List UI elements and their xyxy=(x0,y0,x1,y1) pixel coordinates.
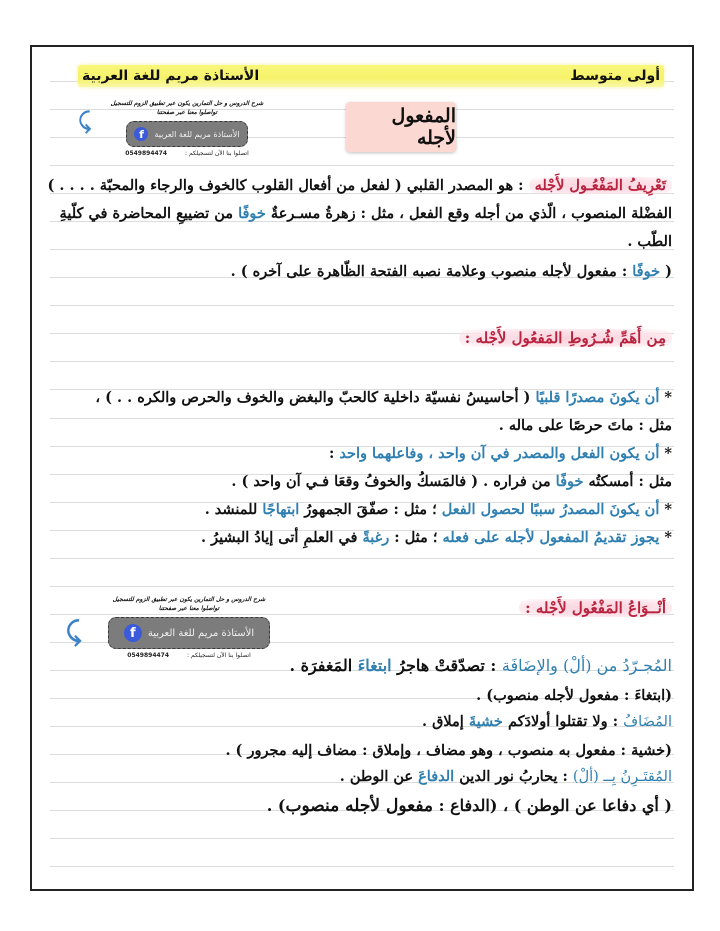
conditions-heading-row xyxy=(52,327,672,349)
condition-item: * أن يكون الفعل والمصدر في آن واحد ، وفاعلهما واحد : xyxy=(329,445,672,462)
type-label: المُقتَـرِنُ بِــ (ألْ) xyxy=(572,769,672,785)
contact-label: اتصلوا بنا الآن لتسجيلكم : xyxy=(187,652,251,659)
type-label: المُجـرّدُ من (ألْ) والإضَافَة xyxy=(501,656,672,675)
promo-top-line-2: تواصلوا معنا عبر صفحتنا xyxy=(158,605,220,612)
arrow-down-left-icon: ⤹ xyxy=(78,109,92,134)
ruled-line xyxy=(50,165,674,166)
lesson-title-text: المفعول لأجله xyxy=(391,105,456,149)
ruled-line xyxy=(50,866,674,867)
promo-banner xyxy=(84,595,294,659)
definition-line-4: ( خوفًا : مفعول لأجله منصوب وعلامة نصبه الفتحة الظّاهرة على آخره ) . xyxy=(230,263,672,280)
conditions-heading: مِن أَهَمِّ شُـرُوطِ المَفعُول لأَجْله : xyxy=(459,329,672,347)
ruled-line xyxy=(50,838,674,839)
ruled-line xyxy=(50,586,674,587)
facebook-page-button[interactable] xyxy=(108,617,270,649)
ruled-line xyxy=(50,558,674,559)
example-highlight: خوفًا xyxy=(632,263,661,280)
promo-top-line-2: تواصلوا معنا عبر صفحتنا xyxy=(156,109,218,116)
promo-top-line: شرح الدروس و حل التمارين يكون عبر تطبيق الزوم للتسجيل xyxy=(112,596,266,603)
types-heading-row xyxy=(332,597,672,619)
ruled-line xyxy=(50,361,674,362)
definition-line-1: تَعْرِيفُ المَفْعُـول لأَجْله : هو المصدر القلبي ( لفعل من أفعال القلوب كالخوف والرجاء والمحبّة . . . . ) xyxy=(52,175,672,197)
type-line: المُضَافُ : ولا تقتلوا أولادَكم خشيةَ إملاق . xyxy=(421,713,672,730)
definition-line-3: الطّب . xyxy=(627,233,672,250)
promo-top-line: شرح الدروس و حل التمارين يكون عبر تطبيق الزوم للتسجيل xyxy=(110,100,264,107)
facebook-page-label: الأستاذة مريم للغة العربية xyxy=(154,129,240,139)
teacher-name: الأستاذة مريم للغة العربية xyxy=(82,68,260,84)
condition-item: * أن يكونَ مصدرًا قلبيًا ( أحاسيسُ نفسيّة داخلية كالحبّ والبغض والخوف والحرص والكره . . ) ، xyxy=(95,389,672,406)
type-explanation: (خشية : مفعول به منصوب ، وهو مضاف ، وإملاق : مضاف إليه مجرور ) . xyxy=(225,742,672,759)
facebook-icon: f xyxy=(134,127,148,141)
condition-item: * يجوز تقديمُ المفعول لأجله على فعله ؛ مثل : رغبةً في العلمِ أتى إيادُ البشيرُ . xyxy=(201,529,672,546)
facebook-page-button[interactable] xyxy=(126,121,248,147)
example-highlight: خوفًا xyxy=(238,205,266,222)
type-explanation: ( أي دفاعا عن الوطن ) ، (الدفاع : مفعول لأجله منصوب) . xyxy=(266,796,672,816)
types-heading: أنْــوَاعُ المَفْعُول لأَجْله : xyxy=(519,599,672,617)
phone-number: 0549894474 xyxy=(125,150,168,157)
lesson-title xyxy=(346,102,456,152)
worksheet-page xyxy=(30,45,694,891)
phone-number: 0549894474 xyxy=(127,652,170,659)
type-label: المُضَافُ xyxy=(623,714,672,730)
condition-item: * أن يكونَ المصدرُ سببًا لحصول الفعل ؛ مثل : صفّقَ الجمهورُ ابتهاجًا للمنشد . xyxy=(204,501,672,518)
type-line: المُقتَـرِنُ بِــ (ألْ) : يحاربُ نور الدين الدفاعَ عن الوطن . xyxy=(339,768,672,785)
contact-label: اتصلوا بنا الآن لتسجيلكم : xyxy=(185,150,249,157)
header-band xyxy=(78,65,664,87)
facebook-icon: f xyxy=(124,624,142,642)
condition-example: مثل : أمسكتُه خوفًا من فراره . ( فالمَسكُ والخوفُ وقعَا فـي آن واحد ) . xyxy=(231,473,672,490)
ruled-line xyxy=(50,305,674,306)
arrow-down-left-icon: ⤹ xyxy=(66,617,82,647)
condition-example: مثل : ماتَ حرصًا على ماله . xyxy=(498,417,672,434)
promo-contact xyxy=(84,652,294,659)
type-explanation: (ابتغاءَ : مفعول لأجله منصوب) . xyxy=(476,687,672,704)
promo-banner xyxy=(92,99,282,157)
promo-contact xyxy=(92,150,282,157)
definition-line-2: الفضْلة المنصوب ، الّذي من أجله وقع الفعل ، مثل : زهرةُ مسـرعةٌ خوفًا من تضييعِ المحاضرة في كلّيةِ xyxy=(59,205,672,222)
definition-heading: تَعْرِيفُ المَفْعُـول لأَجْله xyxy=(529,177,672,194)
grade-level: أولى متوسط xyxy=(570,68,660,84)
type-line: المُجـرّدُ من (ألْ) والإضَافَة : تصدّقتْ هاجرُ ابتغاءَ المَغفرَة . xyxy=(289,656,672,675)
facebook-page-label: الأستاذة مريم للغة العربية xyxy=(147,627,255,639)
